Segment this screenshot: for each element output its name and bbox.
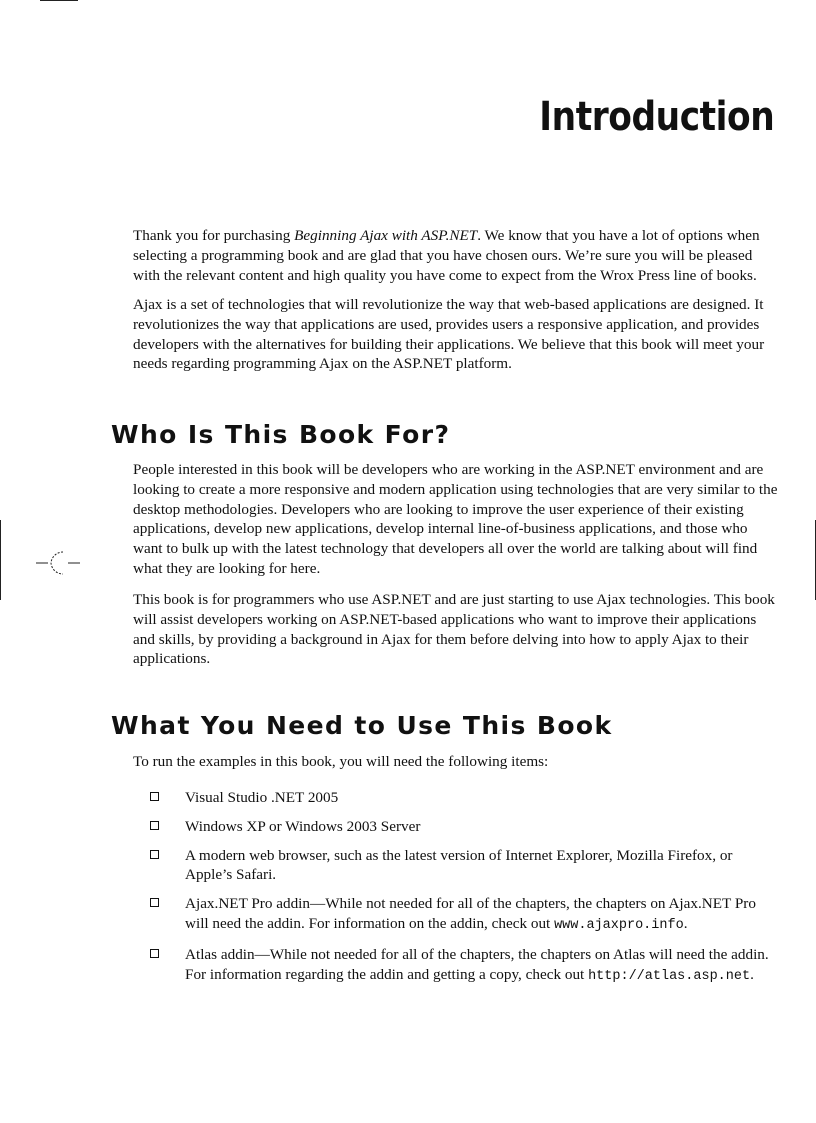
list-item: [150, 894, 780, 936]
list-item-text: Visual Studio .NET 2005: [185, 789, 339, 806]
registration-mark-icon: [36, 548, 80, 578]
section-heading-need: What You Need to Use This Book: [111, 711, 613, 740]
list-item: [150, 817, 780, 837]
list-item-text: Ajax.NET Pro addin—While not needed for all of the chapters, the chapters on Ajax.NET Pro will need the addin. For information on the addin, check out: [185, 895, 756, 932]
list-item-text: A modern web browser, such as the latest version of Internet Explorer, Mozilla Firefox, or Apple’s Safari.: [185, 846, 733, 884]
requirements-list: [150, 788, 780, 995]
who-paragraph-2: This book is for programmers who use ASP.NET and are just starting to use Ajax technologies. This book will assist developers working on ASP.NET-based applications who want to improve their applications and skills, by providing a background in Ajax for them before delving into how to apply Ajax to their applications.: [133, 591, 775, 668]
list-item-text: Windows XP or Windows 2003 Server: [185, 817, 421, 835]
left-margin-rule: [0, 520, 1, 600]
list-item-text: Atlas addin—While not needed for all of the chapters, the chapters on Atlas will need the addin. For information regarding the addin and getting a copy, check out: [185, 945, 769, 983]
top-crop-rule: [40, 0, 78, 1]
checkbox-bullet-icon: [150, 821, 159, 830]
list-item: [150, 788, 780, 808]
checkbox-bullet-icon: [150, 898, 159, 907]
book-title: Beginning Ajax with ASP.NET: [294, 227, 478, 244]
chapter-title: Introduction: [538, 94, 774, 140]
intro-text: Thank you for purchasing: [133, 227, 295, 244]
intro-text: . We know that you have a lot of options when selecting a programming book and are glad that you have chosen ours. We’re sure you will be pleased with the relevant content and high quality you have come to expect from the Wrox Press line of books.: [133, 227, 760, 284]
list-item-text: .: [683, 914, 688, 932]
need-intro-paragraph: To run the examples in this book, you will need the following items:: [133, 753, 549, 770]
who-paragraph-1: People interested in this book will be developers who are working in the ASP.NET environment and are looking to create a more responsive and modern application using technologies that are very similar to the desktop methodologies. Developers who are looking to improve the user experience of their existing applications, develop new applications, develop internal line-of-business applications, and those who want to bulk up with the latest technology that developers all over the world are talking about will find what they are looking for here.: [133, 461, 778, 577]
section-heading-who: Who Is This Book For?: [111, 420, 451, 449]
list-item: [150, 846, 780, 886]
intro-paragraph-2: Ajax is a set of technologies that will revolutionize the way that web-based applications are designed. It revolutionizes the way that applications are used, provides users a responsive application, and provides developers with the alternatives for building their applications. We believe that this book will meet your needs regarding programming Ajax on the ASP.NET platform.: [133, 296, 765, 373]
checkbox-bullet-icon: [150, 792, 159, 801]
checkbox-bullet-icon: [150, 949, 159, 958]
checkbox-bullet-icon: [150, 850, 159, 859]
url-atlas: http://atlas.asp.net: [588, 968, 751, 984]
list-item-text: .: [750, 965, 754, 983]
url-ajaxpro: www.ajaxpro.info: [554, 917, 684, 933]
list-item: [150, 945, 780, 987]
intro-paragraph-1: [133, 226, 778, 285]
